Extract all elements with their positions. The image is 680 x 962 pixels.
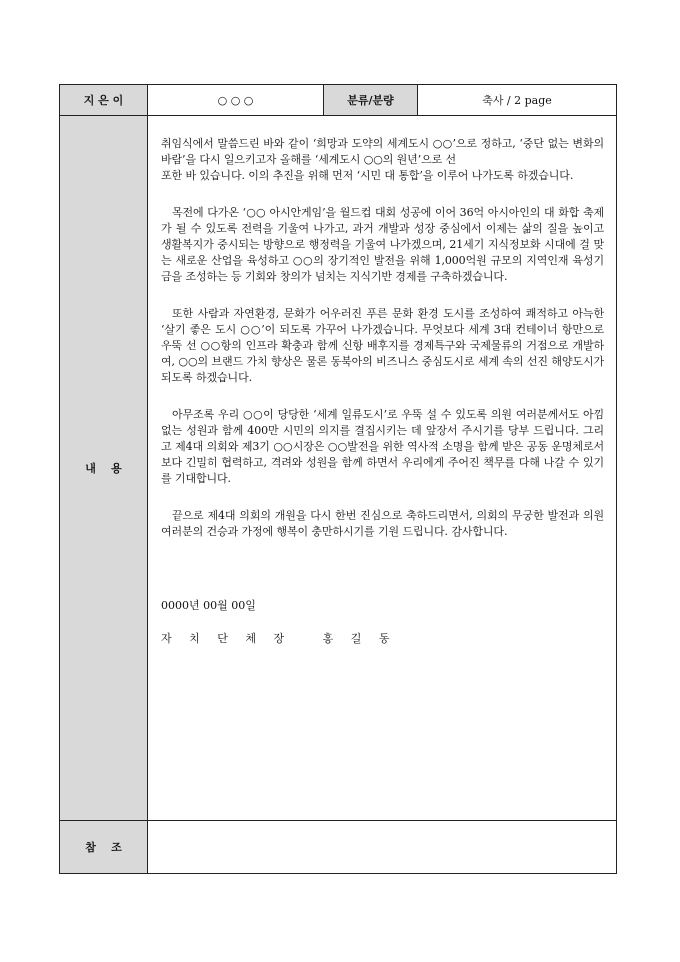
paragraph-4: 아무조록 우리 ○○이 당당한 ‘세계 일류도시’로 우뚝 설 수 있도록 의원 여러분께서도 아낌없는 성원과 함께 400만 시민의 의지를 결집시키는 데 앞장서 주시기를 당부 드립니다. 그리고 제4대 의회와 제3기 ○○시장은 ○○발전을 위한 역사적 소명을 함께 받은 공동 운명체로서 보다 긴밀히 협력하고, 격려와 성원을 함께 하면서 우리에게 주어진 책무를 다해 나갈 수 있기를 기대합니다.: [161, 407, 604, 486]
category-value: 축사 / 2 page: [418, 85, 617, 116]
paragraph-2: 목전에 다가온 ‘○○ 아시안게임’을 월드컵 대회 성공에 이어 36억 아시아인의 대 화합 축제가 될 수 있도록 전력을 기울여 나가고, 과거 개발과 성장 중심에서 이제는 삶의 질을 높이고 생활복지가 중시되는 방향으로 행정력을 기울여 나가겠으며, 21세기 지식정보화 시대에 걸 맞는 새로운 산업을 육성하고 ○○의 장기적인 발전을 위해 1,000억원 규모의 지역인재 육성기금을 조성하는 등 기회와 창의가 넘치는 지식기반 경제를 구축하겠습니다.: [161, 205, 604, 284]
author-value: ○ ○ ○: [148, 85, 324, 116]
paragraph-5: 끝으로 제4대 의회의 개원을 다시 한번 진심으로 축하드리면서, 의회의 무궁한 발전과 의원 여러분의 건승과 가정에 행복이 충만하시기를 기원 드립니다. 감사합니다.: [161, 508, 604, 538]
category-label: 분류/분량: [324, 85, 418, 116]
paragraph-1: 취임식에서 말씀드린 바와 같이 ‘희망과 도약의 세계도시 ○○’으로 정하고, ‘중단 없는 변화의 바람’을 다시 일으키고자 올해를 ‘세계도시 ○○의 원년’으로 선 포한 바 있습니다. 이의 추진을 위해 먼저 ‘시민 대 통합’을 이루어 나가도록 하겠습니다.: [161, 137, 604, 183]
content-row: [60, 116, 617, 821]
reference-value: [148, 821, 617, 874]
document-table: [59, 84, 617, 874]
reference-label: 참 조: [60, 821, 148, 874]
reference-row: [60, 821, 617, 874]
paragraph-3: 또한 사람과 자연환경, 문화가 어우러진 푸른 문화 환경 도시를 조성하여 쾌적하고 아늑한 ‘살기 좋은 도시 ○○’이 되도록 가꾸어 나가겠습니다. 무엇보다 세계 3대 컨테이너 항만으로 우뚝 선 ○○항의 인프라 확충과 함께 신항 배후지를 경제특구와 국제물류의 거점으로 개발하여, ○○의 브랜드 가치 향상은 물론 동북아의 비즈니스 중심도시로 세계 속의 선진 해양도시가 되도록 하겠습니다.: [161, 306, 604, 385]
content-body: [148, 116, 617, 821]
author-label: 지 은 이: [60, 85, 148, 116]
content-label: 내 용: [60, 116, 148, 821]
date: 0000년 00월 00일: [161, 599, 256, 613]
header-row: [60, 85, 617, 116]
signature: 자 치 단 체 장 홍 길 동: [161, 632, 397, 646]
